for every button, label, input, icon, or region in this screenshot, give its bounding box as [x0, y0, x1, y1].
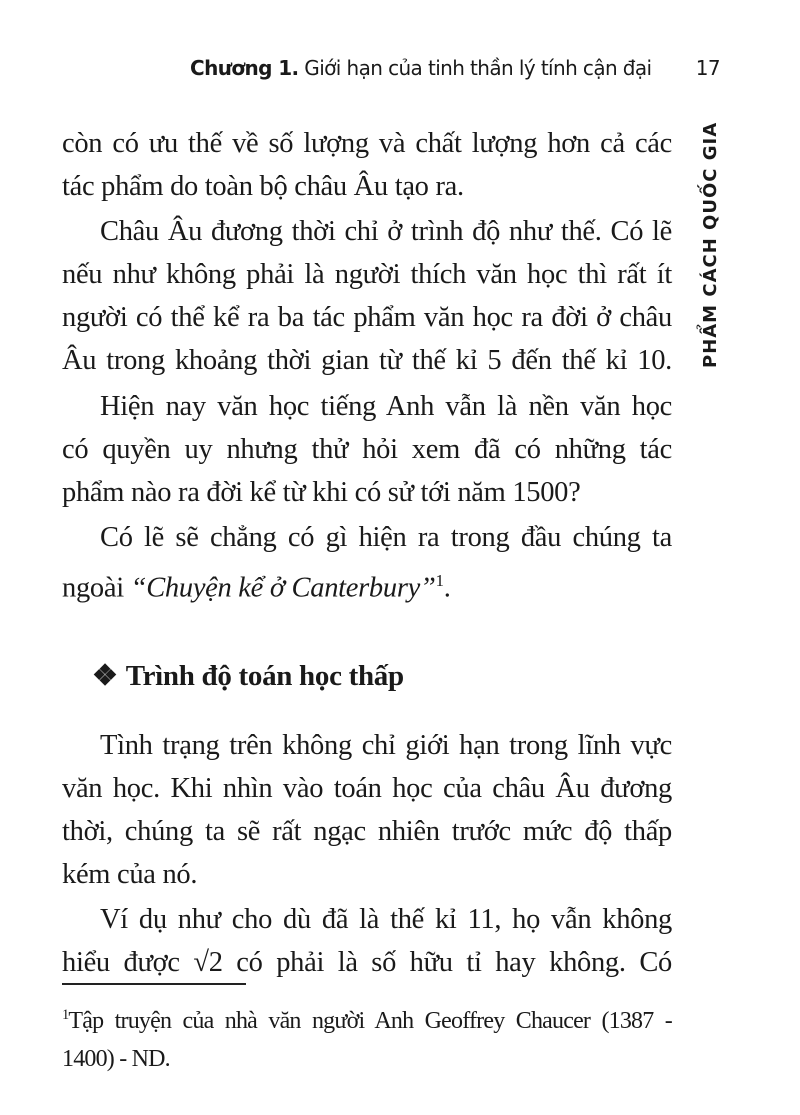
- paragraph-3: [62, 385, 672, 514]
- text-line: nếu như không phải là người thích văn học thì rất ít: [62, 259, 672, 290]
- text-line: Châu Âu đương thời chỉ ở trình độ như thế. Có lẽ: [100, 216, 672, 247]
- text-line: văn học. Khi nhìn vào toán học của châu Âu đương: [62, 773, 672, 804]
- text-line: Âu trong khoảng thời gian từ thế kỉ 5 đến thế kỉ 10.: [62, 345, 672, 376]
- chapter-label: Chương 1.: [190, 56, 299, 80]
- section-heading: [92, 658, 404, 693]
- text-line: có quyền uy nhưng thử hỏi xem đã có những tác: [62, 434, 672, 465]
- footnote-line: 1400) - ND.: [62, 1046, 170, 1072]
- side-series-label: PHẨM CÁCH QUỐC GIA: [700, 121, 721, 368]
- text-line: người có thể kể ra ba tác phẩm văn học ra đời ở châu: [62, 302, 672, 333]
- text: ngoài: [62, 572, 131, 604]
- text-line: phẩm nào ra đời kể từ khi có sử tới năm 1500?: [62, 477, 581, 508]
- text-line: tác phẩm do toàn bộ châu Âu tạo ra.: [62, 171, 464, 202]
- running-header: [190, 56, 720, 80]
- text-line: Hiện nay văn học tiếng Anh vẫn là nền văn học: [100, 391, 672, 422]
- page-number: 17: [695, 56, 720, 80]
- text-line: kém của nó.: [62, 859, 198, 890]
- text-line: Tình trạng trên không chỉ giới hạn trong lĩnh vực: [100, 730, 672, 761]
- text-line: thời, chúng ta sẽ rất ngạc nhiên trước mức độ thấp: [62, 816, 672, 847]
- footnote-text: Tập truyện của nhà văn người Anh Geoffrey Chaucer (1387 -: [68, 1008, 672, 1034]
- footnote-line: [62, 996, 672, 1040]
- footnote: [62, 996, 672, 1078]
- text-line: [62, 559, 672, 602]
- paragraph-6: [62, 898, 672, 984]
- footnote-marker: 1: [62, 1007, 69, 1023]
- text: .: [443, 572, 451, 604]
- diamond-bullet-icon: ❖: [92, 660, 118, 692]
- paragraph-2: [62, 210, 672, 382]
- footnote-ref: 1: [435, 571, 444, 590]
- chapter-title: Giới hạn của tinh thần lý tính cận đại: [304, 56, 652, 80]
- footnote-divider: [62, 983, 246, 985]
- section-heading-text: Trình độ toán học thấp: [125, 660, 404, 692]
- text-line: còn có ưu thế về số lượng và chất lượng hơn cả các: [62, 128, 672, 159]
- paragraph-4: [62, 516, 672, 602]
- paragraph-5: [62, 724, 672, 896]
- text-line: Ví dụ như cho dù đã là thế kỉ 11, họ vẫn không: [100, 904, 672, 935]
- text-line: hiểu được √2 có phải là số hữu tỉ hay không. Có: [62, 947, 672, 978]
- text-line: Có lẽ sẽ chẳng có gì hiện ra trong đầu chúng ta: [100, 522, 672, 553]
- paragraph-1: [62, 122, 672, 208]
- book-title: “Chuyện kể ở Canterbury”: [130, 572, 436, 604]
